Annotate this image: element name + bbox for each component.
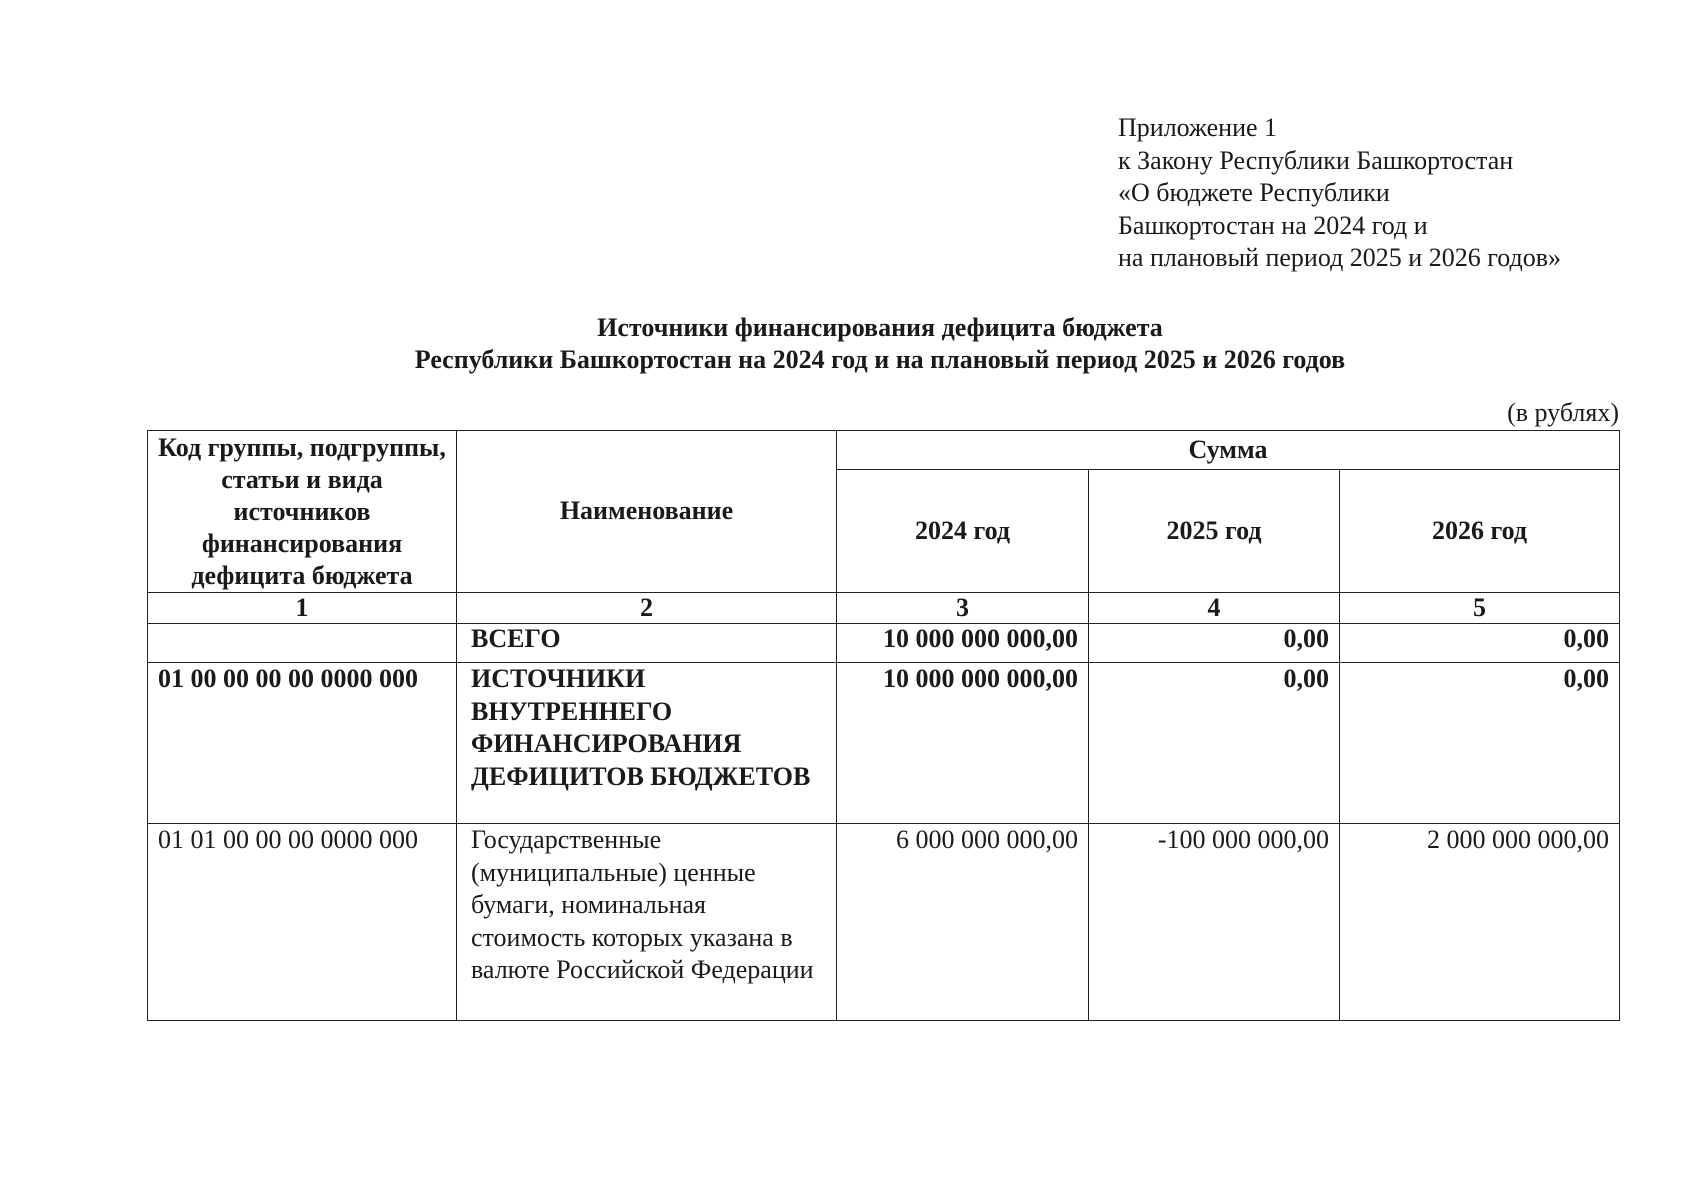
title-line-1: Источники финансирования дефицита бюджета <box>597 313 1163 342</box>
appendix-line: «О бюджете Республики <box>1118 178 1390 207</box>
row-name: ИСТОЧНИКИ ВНУТРЕННЕГО ФИНАНСИРОВАНИЯ ДЕФИЦИТОВ БЮДЖЕТОВ <box>457 663 837 824</box>
row-code: 01 01 00 00 00 0000 000 <box>148 824 457 1021</box>
header-year-2025: 2025 год <box>1089 470 1340 593</box>
row-code <box>148 624 457 663</box>
table-row-domestic-sources <box>148 663 1620 824</box>
row-amount-2026: 0,00 <box>1340 663 1620 824</box>
title-line-2: Республики Башкортостан на 2024 год и на плановый период 2025 и 2026 годов <box>414 345 1346 374</box>
column-number: 2 <box>457 593 837 624</box>
column-number-row <box>148 593 1620 624</box>
row-amount-2026: 2 000 000 000,00 <box>1340 824 1620 1021</box>
appendix-line: Приложение 1 <box>1118 113 1278 142</box>
row-amount-2024: 6 000 000 000,00 <box>837 824 1089 1021</box>
row-amount-2025: 0,00 <box>1089 624 1340 663</box>
row-amount-2025: -100 000 000,00 <box>1089 824 1340 1021</box>
row-amount-2024: 10 000 000 000,00 <box>837 624 1089 663</box>
header-code: Код группы, подгруппы, статьи и вида источников финансирования дефицита бюджета <box>148 431 457 593</box>
row-amount-2024: 10 000 000 000,00 <box>837 663 1089 824</box>
units-label: (в рублях) <box>1507 398 1619 427</box>
column-number: 5 <box>1340 593 1620 624</box>
header-year-2024: 2024 год <box>837 470 1089 593</box>
appendix-line: к Закону Республики Башкортостан <box>1118 145 1514 175</box>
row-code: 01 00 00 00 00 0000 000 <box>148 663 457 824</box>
table-row-total <box>148 624 1620 663</box>
financing-sources-table <box>147 430 1620 1021</box>
header-name: Наименование <box>457 431 837 593</box>
row-amount-2025: 0,00 <box>1089 663 1340 824</box>
row-name: ВСЕГО <box>457 624 837 663</box>
header-year-2026: 2026 год <box>1340 470 1620 593</box>
row-name: Государственные (муниципальные) ценные бумаги, номинальная стоимость которых указана в валюте Российской Федерации <box>457 824 837 1021</box>
row-amount-2026: 0,00 <box>1340 624 1620 663</box>
appendix-header <box>1118 112 1561 275</box>
column-number: 1 <box>148 593 457 624</box>
appendix-line: Башкортостан на 2024 год и <box>1118 210 1428 240</box>
header-amount: Сумма <box>837 431 1620 470</box>
table-row-securities <box>148 824 1620 1021</box>
document-title <box>0 312 1697 376</box>
appendix-line: на плановый период 2025 и 2026 годов» <box>1118 243 1561 272</box>
column-number: 3 <box>837 593 1089 624</box>
column-number: 4 <box>1089 593 1340 624</box>
